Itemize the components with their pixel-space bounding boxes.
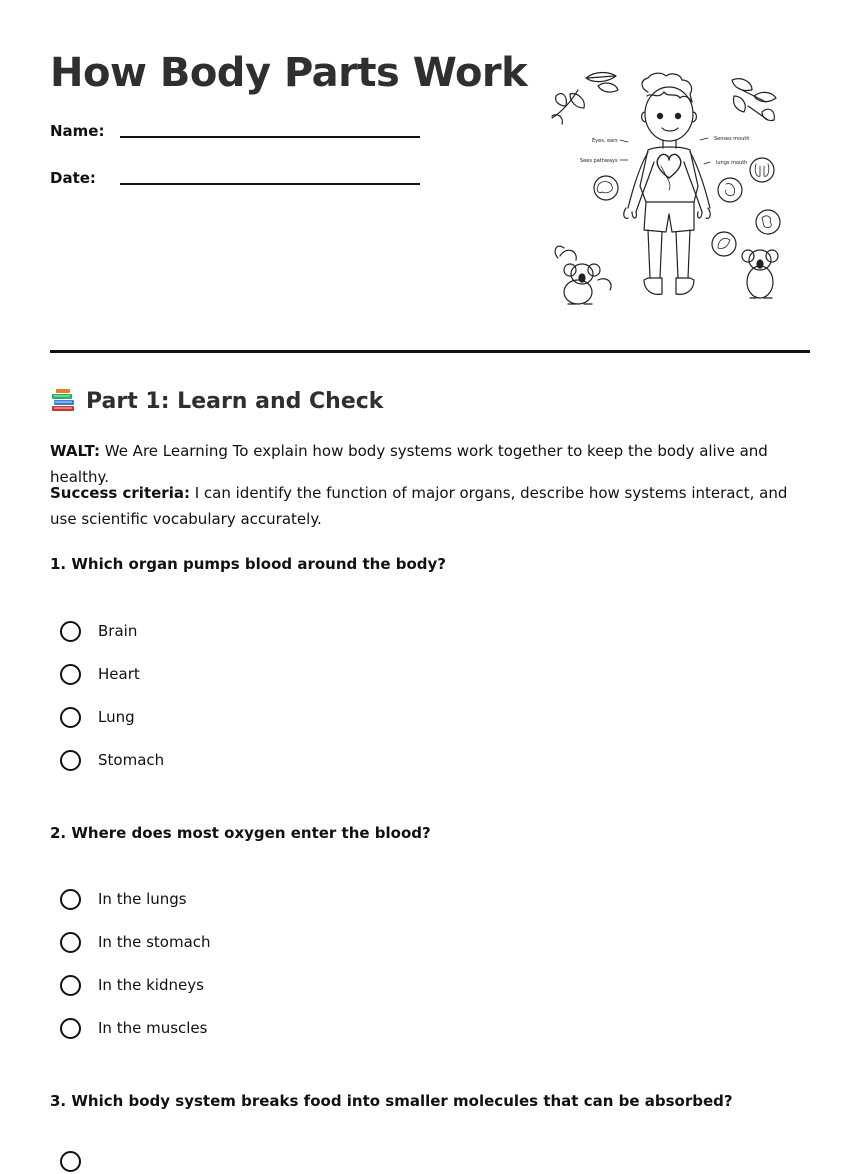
option-label: Heart — [98, 665, 140, 683]
body-parts-illustration — [548, 66, 784, 312]
walt-text: We Are Learning To explain how body systems work together to keep the body alive and healthy. — [50, 442, 768, 486]
radio-button[interactable] — [60, 750, 81, 771]
books-icon — [50, 388, 76, 414]
name-field — [50, 122, 104, 140]
radio-button[interactable] — [60, 707, 81, 728]
q2-option-kidneys[interactable] — [60, 972, 204, 998]
q2-option-muscles[interactable] — [60, 1015, 207, 1041]
section-divider — [50, 350, 810, 353]
option-label: Brain — [98, 622, 138, 640]
page-title: How Body Parts Work — [50, 50, 528, 96]
radio-button[interactable] — [60, 932, 81, 953]
label-senses-mouth: Senses mouth — [714, 136, 750, 142]
radio-button[interactable] — [60, 975, 81, 996]
koala-left — [555, 246, 611, 304]
option-label: In the stomach — [98, 933, 211, 951]
lungs-icon — [750, 158, 774, 182]
q3-option-partial[interactable] — [60, 1148, 81, 1174]
option-label: In the kidneys — [98, 976, 204, 994]
stomach-icon — [718, 178, 742, 202]
leaf-decoration-top-left — [552, 73, 618, 125]
part1-heading — [50, 388, 383, 414]
option-label: Stomach — [98, 751, 165, 769]
date-input-line[interactable] — [120, 183, 420, 185]
q1-option-lung[interactable] — [60, 704, 135, 730]
koala-right — [742, 250, 778, 298]
name-label: Name: — [50, 122, 105, 140]
radio-button[interactable] — [60, 1018, 81, 1039]
date-field — [50, 169, 96, 187]
child-figure — [624, 73, 710, 294]
option-label: Lung — [98, 708, 135, 726]
option-label: In the muscles — [98, 1019, 208, 1037]
radio-button[interactable] — [60, 621, 81, 642]
radio-button[interactable] — [60, 664, 81, 685]
organ-icons — [594, 158, 780, 256]
label-eyes-ears: Eyes, ears — [592, 138, 618, 144]
label-lungs-mouth: lungs mouth — [716, 160, 748, 166]
option-label: In the lungs — [98, 890, 187, 908]
radio-button[interactable] — [60, 1151, 81, 1172]
name-input-line[interactable] — [120, 136, 420, 138]
walt-label: WALT: — [50, 442, 100, 460]
success-criteria-paragraph — [50, 480, 810, 532]
q1-option-stomach[interactable] — [60, 747, 164, 773]
success-label: Success criteria: — [50, 484, 190, 502]
radio-button[interactable] — [60, 889, 81, 910]
q1-option-heart[interactable] — [60, 661, 140, 687]
question-2: 2. Where does most oxygen enter the blood? — [50, 824, 431, 842]
part1-heading-text: Part 1: Learn and Check — [86, 388, 384, 414]
muscle-icon — [712, 232, 736, 256]
question-3: 3. Which body system breaks food into smaller molecules that can be absorbed? — [50, 1092, 733, 1110]
success-text: I can identify the function of major organs, describe how systems interact, and use scientific vocabulary accurately. — [50, 484, 788, 528]
date-label: Date: — [50, 169, 96, 187]
kidneys-icon — [756, 210, 780, 234]
leaf-decoration-top-right — [732, 79, 776, 121]
q1-option-brain[interactable] — [60, 618, 137, 644]
q2-option-stomach[interactable] — [60, 929, 211, 955]
label-sees-pathways: Sees pathways — [580, 158, 618, 164]
q2-option-lungs[interactable] — [60, 886, 187, 912]
question-1: 1. Which organ pumps blood around the body? — [50, 555, 447, 573]
